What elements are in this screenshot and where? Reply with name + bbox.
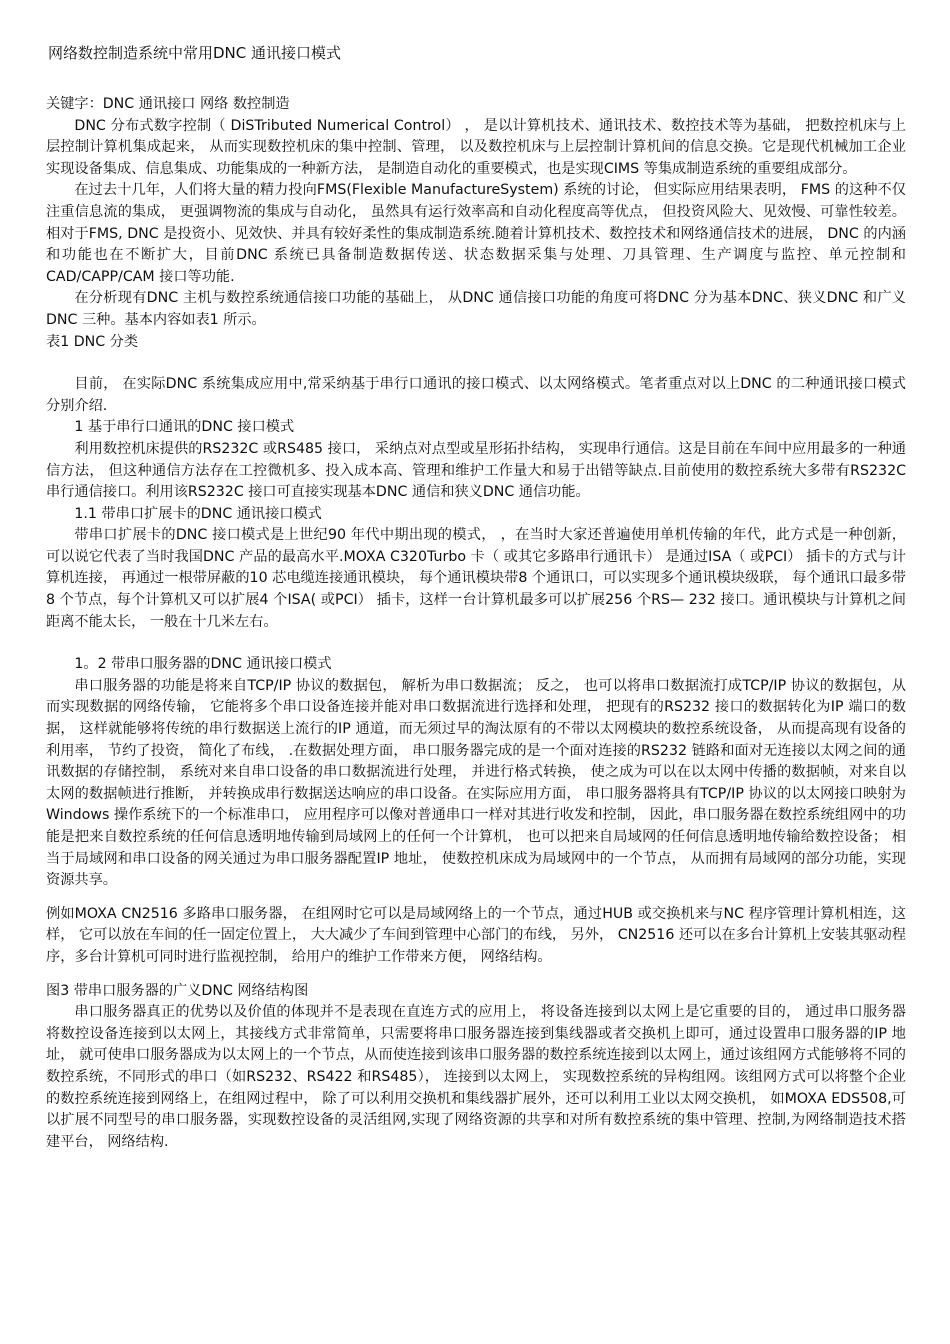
- section-gap: [46, 633, 906, 654]
- table-placeholder-space: [46, 353, 906, 374]
- document-title: 网络数控制造系统中常用DNC 通讯接口模式: [48, 44, 342, 62]
- section-heading-1-1: 1.1 带串口扩展卡的DNC 通讯接口模式: [74, 505, 322, 522]
- paragraph-classification: 在分析现有DNC 主机与数控系统通信接口功能的基础上， 从DNC 通信接口功能的角度可将DNC 分为基本DNC、狭义DNC 和广义DNC 三种。基本内容如表1 所示。: [46, 290, 906, 328]
- paragraph-expansion-card: 带串口扩展卡的DNC 接口模式是上世纪90 年代中期出现的模式， ，在当时大家还普遍使用单机传输的年代，此方式是一种创新， 可以说它代表了当时我国DNC 产品的最高水平.MOXA C320Turbo 卡（ 或其它多路串行通讯卡） 是通过ISA（ 或PCI） 插卡的方式与计算机连接， 再通过一根带屏蔽的10 芯电缆连接通讯模块， 每个通讯模块带8 个通讯口，可以实现多个通讯模块级联， 每个通讯口最多带8 个节点，每个计算机又可以扩展4 个ISA( 或PCI） 插卡，这样一台计算机最多可以扩展256 个RS— 232 接口。通讯模块与计算机之间距离不能太长， 一般在十几米左右。: [46, 527, 906, 630]
- document-page: [46, 42, 906, 1153]
- paragraph-intro: DNC 分布式数字控制（ DiSTributed Numerical Control） ， 是以计算机技术、通讯技术、数控技术等为基础， 把数控机床与上层控制计算机集成起来， 从而实现数控机床的集中控制、管理， 以及数控机床与上层控制计算机间的信息交换。它是现代机械加工企业实现设备集成、信息集成、功能集成的一种新方法， 是制造自动化的重要模式，也是实现CIMS 等集成制造系统的重要组成部分。: [46, 117, 906, 177]
- figure-caption: 图3 带串口服务器的广义DNC 网络结构图: [46, 982, 309, 999]
- section-heading-1-2: 1。2 带串口服务器的DNC 通讯接口模式: [74, 656, 332, 673]
- paragraph-advantage: 串口服务器真正的优势以及价值的体现并不是表现在直连方式的应用上， 将设备连接到以太网上是它重要的目的， 通过串口服务器将数控设备连接到以太网上，其接线方式非常简单，只需要将串口服务器连接到集线器或者交换机上即可，通过设置串口服务器的IP 地址， 就可使串口服务器成为以太网上的一个节点，从而使连接到该串口服务器的数控系统连接到以太网上，通过该组网方式能够将不同的数控系统，不同形式的串口（如RS232、RS422 和RS485）， 连接到以太网上， 实现数控系统的异构组网。该组网方式可以将整个企业的数控系统连接到网络上，在组网过程中， 除了可以利用交换机和集线器扩展外，还可以利用工业以太网交换机， 如MOXA EDS508,可以扩展不同型号的串口服务器，实现数控设备的灵活组网,实现了网络资源的共享和对所有数控系统的集中管理、控制,为网络制造技术搭建平台， 网络结构.: [46, 1004, 906, 1150]
- table-caption: 表1 DNC 分类: [46, 333, 139, 350]
- paragraph-serial-server: 串口服务器的功能是将来自TCP/IP 协议的数据包， 解析为串口数据流； 反之， 也可以将串口数据流打成TCP/IP 协议的数据包，从而实现数据的网络传输， 它能将多个串口设备连接并能对串口数据流进行选择和处理， 把现有的RS232 接口的数据转化为IP 端口的数据， 这样就能够将传统的串行数据送上流行的IP 通道，而无须过早的淘汰原有的不带以太网模块的数控系统设备， 从而提高现有设备的利用率， 节约了投资， 简化了布线， .在数据处理方面， 串口服务器完成的是一个面对连接的RS232 链路和面对无连接以太网之间的通讯数据的存储控制， 系统对来自串口设备的串口数据流进行处理， 并进行格式转换， 使之成为可以在以太网中传播的数据帧，对来自以太网的数据帧进行推断， 并转换成串行数据送达响应的串口设备。在实际应用方面， 串口服务器将具有TCP/IP 协议的以太网接口映射为Windows 操作系统下的一个标准串口， 应用程序可以像对普通串口一样对其进行收发和控制， 因此，串口服务器在数控系统组网中的功能是把来自数控系统的任何信息透明地传输到局域网上的任何一个计算机， 也可以把来自局域网的任何信息透明地传输给数控设备； 相当于局域网和串口设备的网关通过为串口服务器配置IP 地址， 使数控机床成为局域网中的一个节点， 从而拥有局域网的部分功能，实现资源共享。: [46, 677, 906, 889]
- paragraph-example: 例如MOXA CN2516 多路串口服务器， 在组网时它可以是局域网络上的一个节点，通过HUB 或交换机来与NC 程序管理计算机相连，这样， 它可以放在车间的任一固定位置上， 大大减少了车间到管理中心部门的布线， 另外， CN2516 还可以在多台计算机上安装其驱动程序，多台计算机可同时进行监视控制， 给用户的维护工作带来方便， 网络结构。: [46, 905, 906, 965]
- paragraph-serial: 利用数控机床提供的RS232C 或RS485 接口， 采纳点对点型或星形拓扑结构， 实现串行通信。这是目前在车间中应用最多的一种通信方法， 但这种通信方法存在工控微机多、投入成本高、管理和维护工作量大和易于出错等缺点.目前使用的数控系统大多带有RS232C 串行通信接口。利用该RS232C 接口可直接实现基本DNC 通信和狭义DNC 通信功能。: [46, 440, 906, 501]
- section-gap: [46, 892, 906, 904]
- paragraph-current: 目前， 在实际DNC 系统集成应用中,常采纳基于串行口通讯的接口模式、以太网络模式。笔者重点对以上DNC 的二种通讯接口模式分别介绍.: [46, 376, 906, 414]
- paragraph-history: 在过去十几年，人们将大量的精力投向FMS(Flexible ManufactureSystem) 系统的讨论， 但实际应用结果表明， FMS 的这种不仅注重信息流的集成， 更强调物流的集成与自动化， 虽然具有运行效率高和自动化程度高等优点， 但投资风险大、见效慢、可靠性较差。相对于FMS, DNC 是投资小、见效快、并具有较好柔性的集成制造系统.随着计算机技术、数控技术和网络通信技术的进展， DNC 的内涵和功能也在不断扩大，目前DNC 系统已具备制造数据传送、状态数据采集与处理、刀具管理、生产调度与监控、单元控制和CAD/CAPP/CAM 接口等功能.: [46, 182, 906, 285]
- section-heading-1: 1 基于串行口通讯的DNC 接口模式: [74, 419, 295, 436]
- figure-placeholder-space: [46, 969, 906, 981]
- keywords-line: 关键字：DNC 通讯接口 网络 数控制造: [46, 96, 290, 112]
